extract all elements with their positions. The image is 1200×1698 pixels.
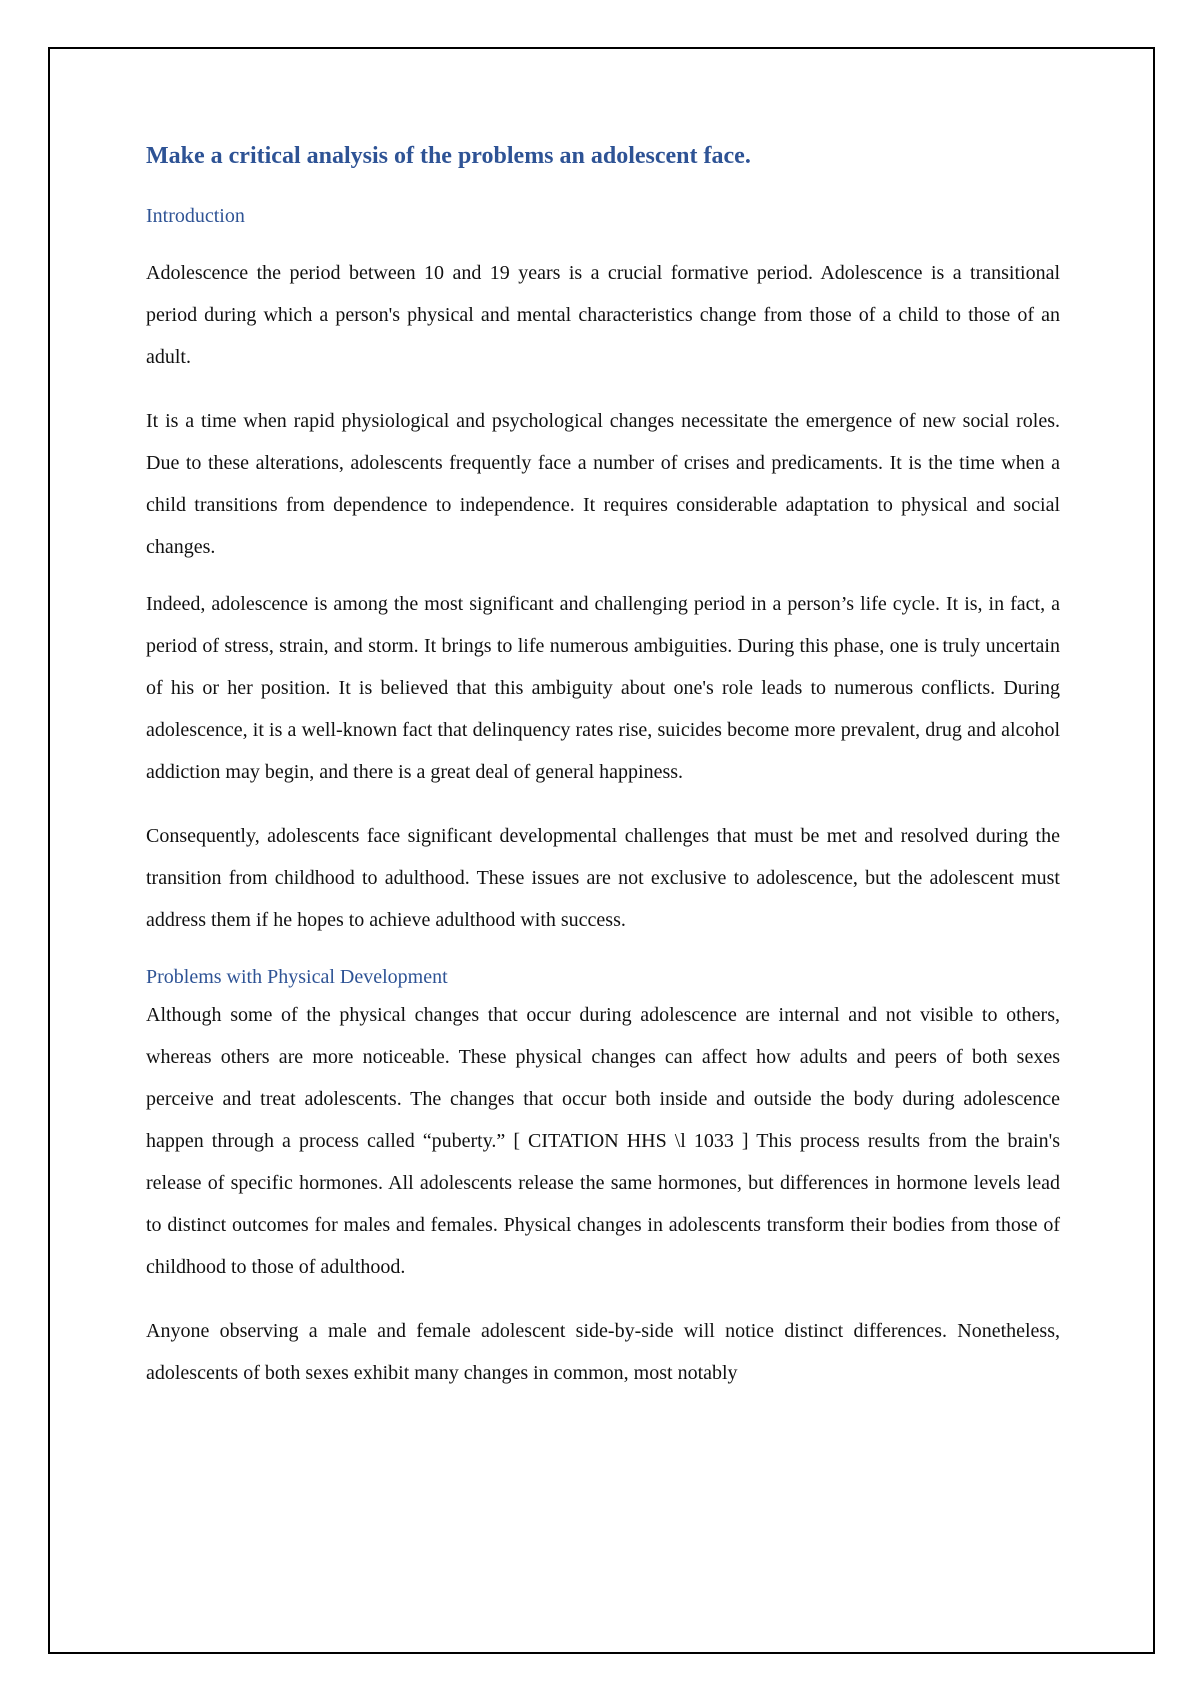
document-title: Make a critical analysis of the problems an adolescent face.: [146, 143, 751, 169]
section-physical-development: [146, 963, 1060, 1394]
paragraph: Adolescence the period between 10 and 19 years is a crucial formative period. Adolescence is a transitional period during which a person's physical and mental characteristics change from those of a child to those of an adult.: [146, 261, 1060, 368]
section-heading-physical-development: Problems with Physical Development: [146, 965, 448, 988]
paragraph: Anyone observing a male and female adolescent side-by-side will notice distinct differences. Nonetheless, adolescents of both sexes exhibit many changes in common, most notably: [146, 1319, 1060, 1384]
paragraph: Consequently, adolescents face significant developmental challenges that must be met and resolved during the transition from childhood to adulthood. These issues are not exclusive to adolescence, but the adolescent must address them if he hopes to achieve adulthood with success.: [146, 824, 1060, 931]
document-body: [146, 140, 1060, 1394]
paragraph: Indeed, adolescence is among the most significant and challenging period in a person’s life cycle. It is, in fact, a period of stress, strain, and storm. It brings to life numerous ambiguities. During this phase, one is truly uncertain of his or her position. It is believed that this ambiguity about one's role leads to numerous conflicts. During adolescence, it is a well-known fact that delinquency rates rise, suicides become more prevalent, drug and alcohol addiction may begin, and there is a great deal of general happiness.: [146, 592, 1060, 783]
paragraph: Although some of the physical changes that occur during adolescence are internal and not visible to others, whereas others are more noticeable. These physical changes can affect how adults and peers of both sexes perceive and treat adolescents. The changes that occur both inside and outside the body during adolescence happen through a process called “puberty.” [ CITATION HHS \l 1033 ] This process results from the brain's release of specific hormones. All adolescents release the same hormones, but differences in hormone levels lead to distinct outcomes for males and females. Physical changes in adolescents transform their bodies from those of childhood to those of adulthood.: [146, 1003, 1060, 1278]
paragraph: It is a time when rapid physiological and psychological changes necessitate the emergence of new social roles. Due to these alterations, adolescents frequently face a number of crises and predicaments. It is the time when a child transitions from dependence to independence. It requires considerable adaptation to physical and social changes.: [146, 409, 1060, 558]
section-heading-introduction: Introduction: [146, 204, 245, 227]
section-introduction: [146, 202, 1060, 941]
